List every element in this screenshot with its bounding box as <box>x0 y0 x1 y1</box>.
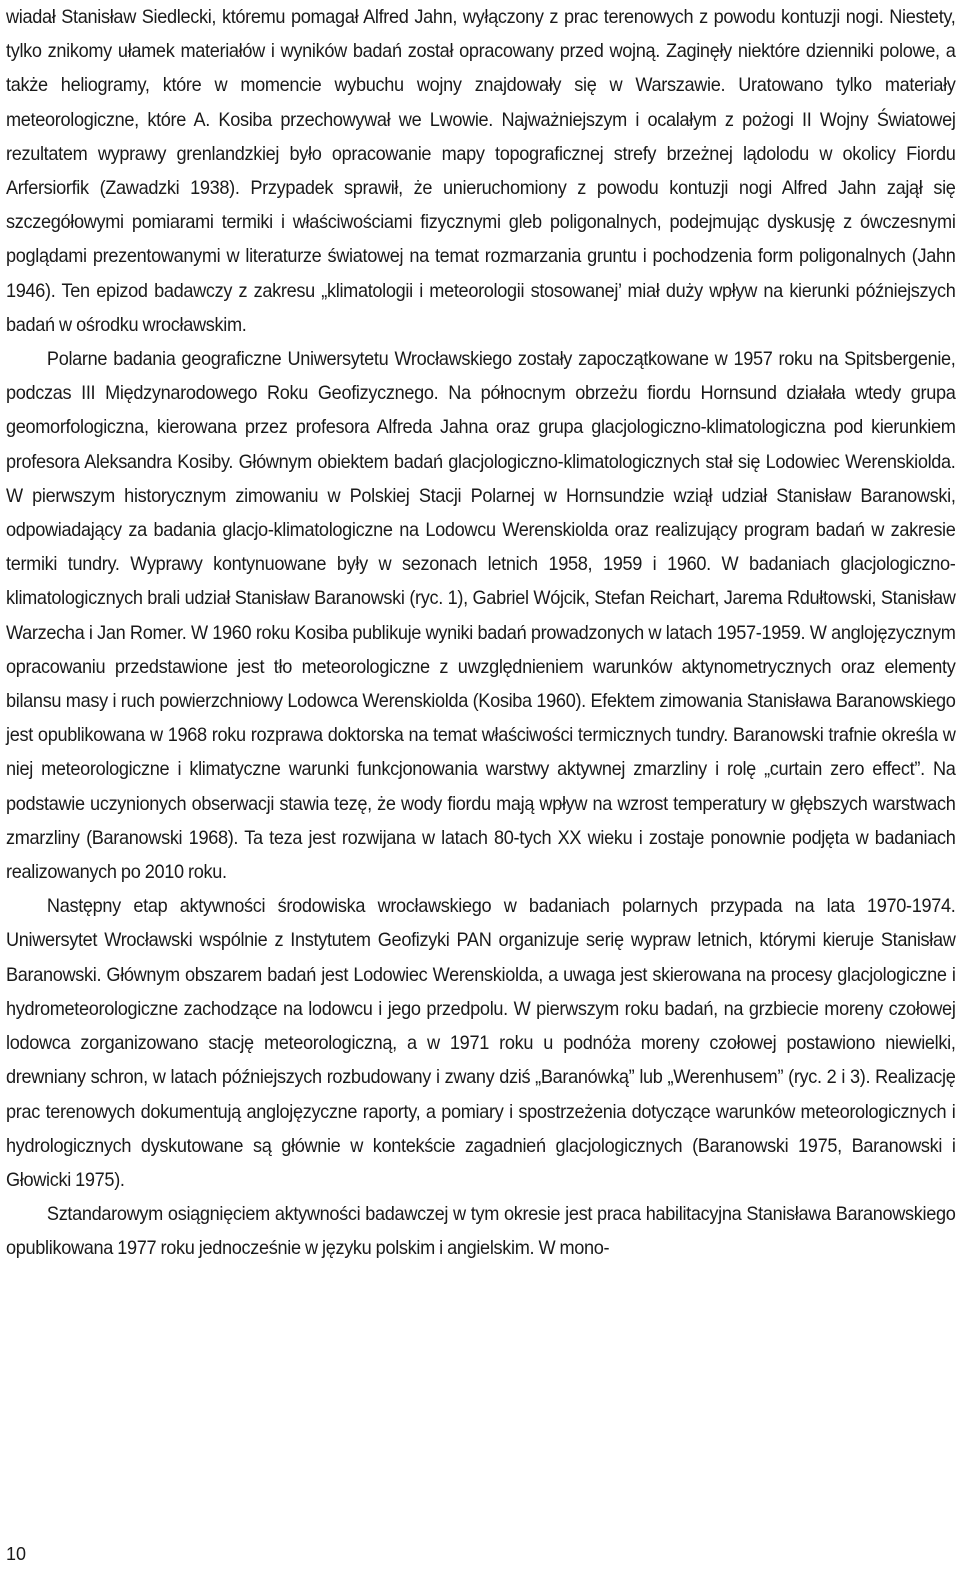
paragraph-4: Sztandarowym osiągnięciem aktywności badawczej w tym okresie jest praca habilitacyjna Stanisława Baranowskiego opublikowana 1977 roku jednocześnie w języku polskim i angielskim. W mono- <box>6 1203 956 1260</box>
paragraph-1: wiadał Stanisław Siedlecki, któremu pomagał Alfred Jahn, wyłączony z prac terenowych z powodu kontuzji nogi. Niestety, tylko znikomy ułamek materiałów i wyników badań został opracowany przed wojną. Zaginęły niektóre dzienniki polowe, a także heliogramy, które w momencie wybuchu wojny znajdowały się w Warszawie. Uratowano tylko materiały meteorologiczne, które A. Kosiba przechowywał we Lwowie. Najważniejszym i ocalałym z pożogi II Wojny Światowej rezultatem wyprawy grenlandzkiej było opracowanie mapy topograficznej strefy brzeżnej lądolodu w okolicy Fiordu Arfersiorfik (Zawadzki 1938). Przypadek sprawił, że unieruchomiony z powodu kontuzji nogi Alfred Jahn zajął się szczegółowymi pomiarami termiki i właściwościami fizycznymi gleb poligonalnych, podejmując dyskusję z ówczesnymi poglądami prezentowanymi w literaturze światowej na temat rozmarzania gruntu i pochodzenia form poligonalnych (Jahn 1946). Ten epizod badawczy z zakresu „klimatologii i meteorologii stosowanej’ miał duży wpływ na kierunki późniejszych badań w ośrodku wrocławskim. <box>6 6 956 336</box>
paragraph-3: Następny etap aktywności środowiska wrocławskiego w badaniach polarnych przypada na lata 1970-1974. Uniwersytet Wrocławski wspólnie z Instytutem Geofizyki PAN organizuje serię wypraw letnich, którymi kieruje Stanisław Baranowski. Głównym obszarem badań jest Lodowiec Werenskiolda, a uwaga jest skierowana na procesy glacjologiczne i hydrometeorologiczne zachodzące na lodowcu i jego przedpolu. W pierwszym roku badań, na grzbiecie moreny czołowej lodowca zorganizowano stację meteorologiczną, a w 1971 roku u podnóża moreny czołowej postawiono niewielki, drewniany schron, w latach późniejszych rozbudowany i zwany dziś „Baranówką” lub „Werenhusem” (ryc. 2 i 3). Realizację prac terenowych dokumentują anglojęzyczne raporty, a pomiary i spostrzeżenia dotyczące warunków meteorologicznych i hydrologicznych dyskutowane są głównie w kontekście zagadnień glacjologicznych (Baranowski 1975, Baranowski i Głowicki 1975). <box>6 895 956 1191</box>
paragraph-2: Polarne badania geograficzne Uniwersytetu Wrocławskiego zostały zapoczątkowane w 1957 roku na Spitsbergenie, podczas III Międzynarodowego Roku Geofizycznego. Na północnym obrzeżu fiordu Hornsund działała wtedy grupa geomorfologiczna, kierowana przez profesora Alfreda Jahna oraz grupa glacjologiczno-klimatologiczna pod kierunkiem profesora Aleksandra Kosiby. Głównym obiektem badań glacjologiczno-klimatologicznych stał się Lodowiec Werenskiolda. W pierwszym historycznym zimowaniu w Polskiej Stacji Polarnej w Hornsundzie wziął udział Stanisław Baranowski, odpowiadający za badania glacjo-klimatologiczne na Lodowcu Werenskiolda oraz realizujący program badań w zakresie termiki tundry. Wyprawy kontynuowane były w sezonach letnich 1958, 1959 i 1960. W badaniach glacjologiczno-klimatologicznych brali udział Stanisław Baranowski (ryc. 1), Gabriel Wójcik, Stefan Reichart, Jarema Rdułtowski, Stanisław Warzecha i Jan Romer. W 1960 roku Kosiba publikuje wyniki badań prowadzonych w latach 1957-1959. W anglojęzycznym opracowaniu przedstawione jest tło meteorologiczne z uwzględnieniem warunków aktynometrycznych oraz elementy bilansu masy i ruch powierzchniowy Lodowca Werenskiolda (Kosiba 1960). Efektem zimowania Stanisława Baranowskiego jest opublikowana w 1968 roku rozprawa doktorska na temat właściwości termicznych tundry. Baranowski trafnie określa w niej meteorologiczne i klimatyczne warunki funkcjonowania warstwy aktywnej zmarzliny i rolę „curtain zero effect”. Na podstawie uczynionych obserwacji stawia tezę, że wody fiordu mają wpływ na wzrost temperatury w głębszych warstwach zmarzliny (Baranowski 1968). Ta teza jest rozwijana w latach 80-tych XX wieku i zostaje ponownie podjęta w badaniach realizowanych po 2010 roku. <box>6 348 956 884</box>
page-number: 10 <box>6 1544 27 1564</box>
page-body <box>6 0 956 1266</box>
